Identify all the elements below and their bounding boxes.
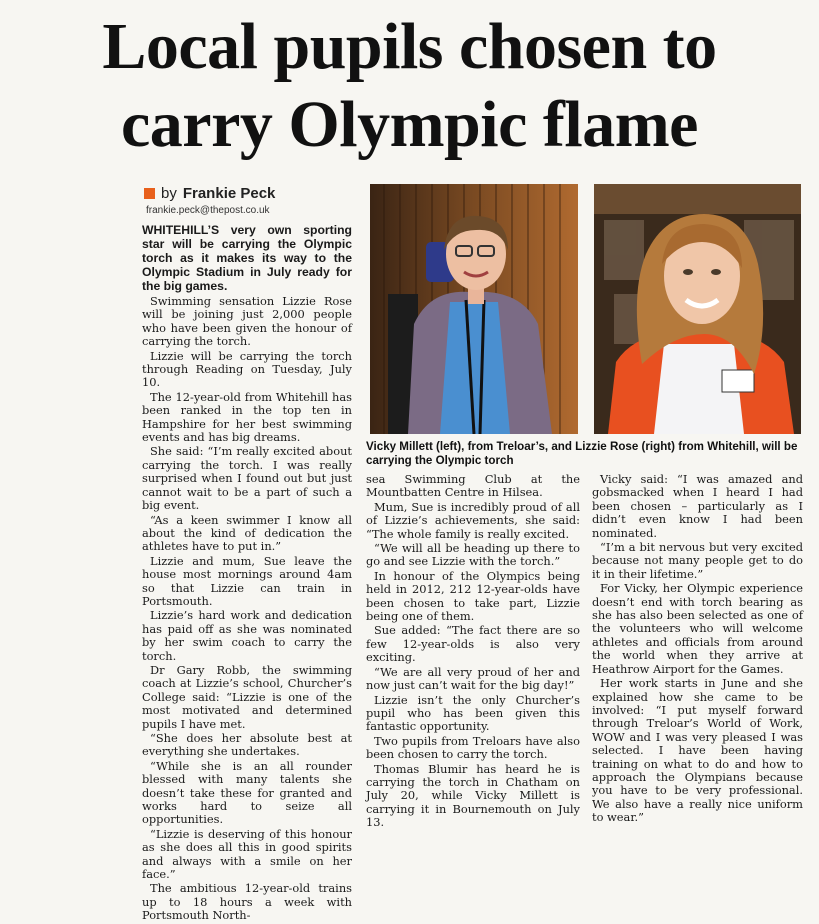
article-paragraph: Lizzie and mum, Sue leave the house most mornings around 4am so that Lizzie can train in Portsmouth. <box>142 553 352 608</box>
article-paragraph: “We will all be heading up there to go and see Lizzie with the torch.” <box>366 541 580 569</box>
article-paragraph: Two pupils from Treloars have also been chosen to carry the torch. <box>366 733 580 762</box>
article-paragraph: “Lizzie is deserving of this honour as she does all this in good spirits and always with a smile on her face.” <box>142 826 352 882</box>
photo-caption: Vicky Millett (left), from Treloar’s, and Lizzie Rose (right) from Whitehill, will be carrying the Olympic torch <box>366 440 798 467</box>
article-paragraph: Lizzie isn’t the only Churcher’s pupil who has been given this fantastic opportunity. <box>366 692 580 734</box>
photo-lizzie-image <box>594 184 801 434</box>
byline-row <box>144 185 364 202</box>
article-paragraph: Sue added: “The fact there are so few 12-year-olds is also very exciting. <box>366 623 580 665</box>
article-column-3 <box>592 473 803 826</box>
square-bullet-icon <box>144 188 155 199</box>
article-paragraph: Her work starts in June and she explained how she came to be involved: “I put myself forward through Treloar’s World of Work, WOW and I was very pleased I was selected. I have been having training on what to do and how to approach the Olympians because you have to be very professional. We also have a really nice uniform to wear.” <box>592 676 803 825</box>
photo-lizzie-rose <box>594 184 801 434</box>
article-paragraph: In honour of the Olympics being held in 2012, 212 12-year-olds have been chosen to take part, Lizzie being one of them. <box>366 568 580 624</box>
article-paragraph: “I’m a bit nervous but very excited because not many people get to do it in their lifetime.” <box>592 540 803 581</box>
article-paragraph: She said: “I’m really excited about carrying the torch. I was really surprised when I found out but just cannot wait to be a part of such a big event. <box>142 444 352 513</box>
headline-line-1: Local pupils chosen to <box>102 10 717 83</box>
article-paragraph: For Vicky, her Olympic experience doesn’t end with torch bearing as she has also been selected as one of the volunteers who will welcome athletes and officials from around the world when they arrive at Heathrow Airport for the Games. <box>592 581 803 676</box>
article-paragraph: “As a keen swimmer I know all about the kind of dedication the athletes have to put in.” <box>142 512 352 554</box>
article-paragraph: Lizzie will be carrying the torch through Reading on Tuesday, July 10. <box>142 348 352 390</box>
article-paragraph: “We are all very proud of her and now just can’t wait for the big day!” <box>366 664 580 693</box>
article-paragraph: The ambitious 12-year-old trains up to 18 hours a week with Portsmouth North- <box>142 881 352 923</box>
article-paragraph: Dr Gary Robb, the swimming coach at Lizzie’s school, Churcher’s College said: “Lizzie is one of the most motivated and determined pupils I have met. <box>142 662 352 731</box>
photo-vicky-image <box>370 184 578 434</box>
article-paragraph: Thomas Blumir has heard he is carrying the torch in Chatham on July 20, while Vicky Millett is carrying it in Bournemouth on July 13. <box>366 761 580 830</box>
article-column-1 <box>142 223 352 924</box>
article-paragraph: Lizzie’s hard work and dedication has paid off as she was nominated by her swim coach to carry the torch. <box>142 608 352 663</box>
byline-author: Frankie Peck <box>182 185 276 202</box>
byline-email: frankie.peck@thepost.co.uk <box>146 205 270 216</box>
article-paragraph: Vicky said: “I was amazed and gobsmacked when I heard I had been chosen – particularly as I didn’t even know I had been nominated. <box>592 472 803 540</box>
article-paragraph: Swimming sensation Lizzie Rose will be joining just 2,000 people who have been given the honour of carrying the torch. <box>142 294 352 349</box>
article-paragraph: “While she is an all rounder blessed with many talents she doesn’t take these for granted and works hard to seize all opportunities. <box>142 758 352 827</box>
byline-by: by <box>161 185 177 202</box>
article-paragraph: The 12-year-old from Whitehill has been ranked in the top ten in Hampshire for her best swimming events and has big dreams. <box>142 389 352 445</box>
article-paragraph: “She does her absolute best at everything she undertakes. <box>142 731 352 759</box>
headline-line-2: carry Olympic flame <box>121 88 698 161</box>
byline <box>144 185 364 216</box>
article-paragraph: Mum, Sue is incredibly proud of all of Lizzie’s achievements, she said: “The whole family is really excited. <box>366 499 580 541</box>
article-paragraph: sea Swimming Club at the Mountbatten Centre in Hilsea. <box>366 472 580 500</box>
photo-vicky-millett <box>370 184 578 434</box>
article-lead: WHITEHILL’S very own sporting star will be carrying the Olympic torch as it makes its way to the Olympic Stadium in July ready for the big games. <box>142 223 352 293</box>
headline <box>0 8 819 164</box>
article-column-2 <box>366 473 580 831</box>
